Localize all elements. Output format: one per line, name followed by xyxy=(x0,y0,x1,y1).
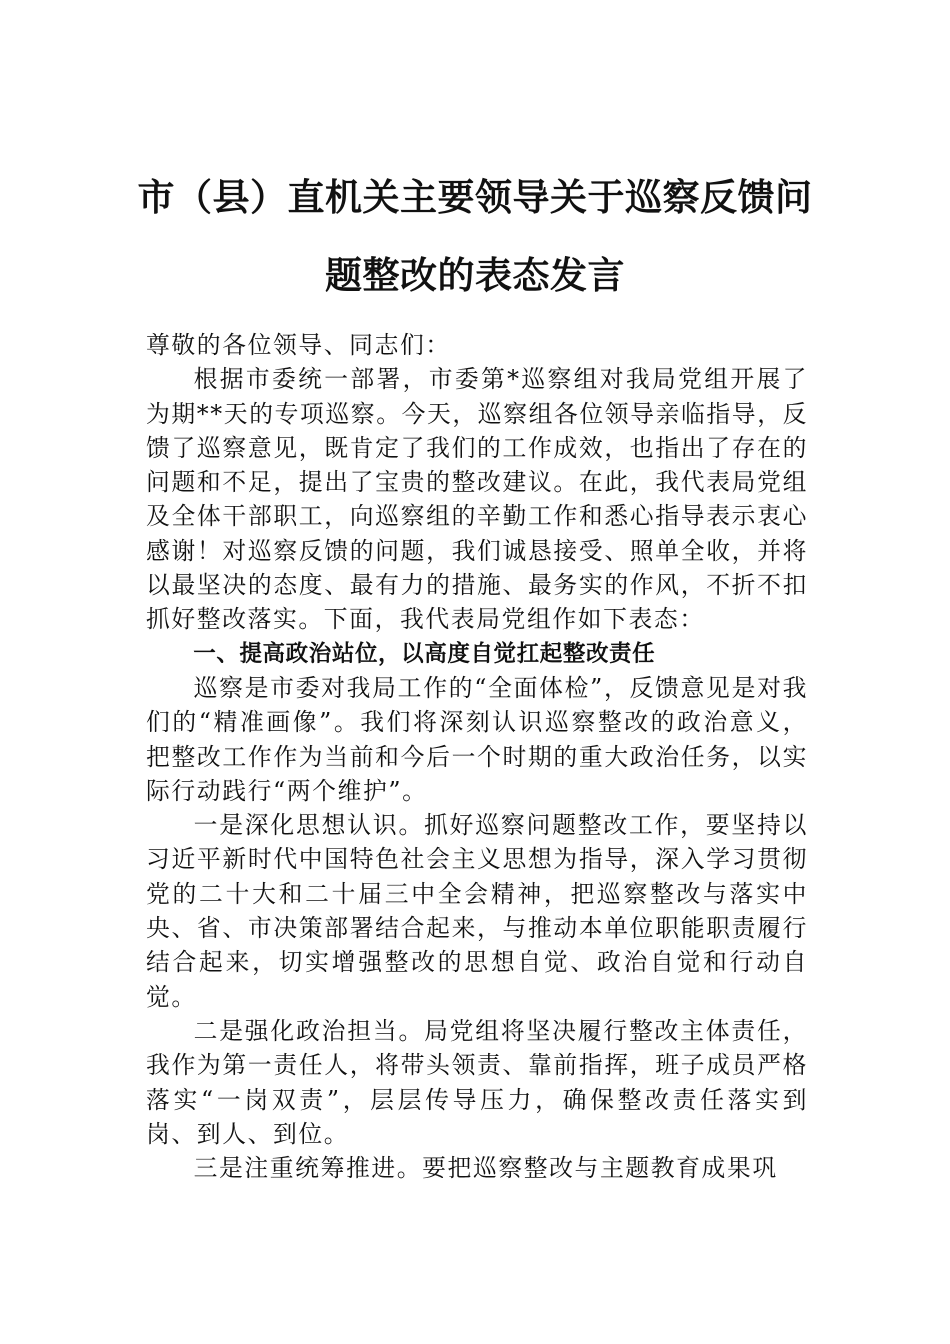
section-1-point-3: 三是注重统筹推进。要把巡察整改与主题教育成果巩 xyxy=(193,1154,778,1183)
section-1-point-2: 二是强化政治担当。局党组将坚决履行整改主体责任，我作为第一责任人，将带头领责、靠前指挥，班子成员严格落实“一岗双责”，层层传导压力，确保整改责任落实到岗、到人、到位。 xyxy=(146,1016,808,1148)
section-1-intro: 巡察是市委对我局工作的“全面体检”，反馈意见是对我们的“精准画像”。我们将深刻认识巡察整改的政治意义，把整改工作作为当前和今后一个时期的重大政治任务，以实际行动践行“两个维护”。 xyxy=(146,673,808,805)
title-line-2: 题整改的表态发言 xyxy=(325,253,625,297)
document-title xyxy=(110,158,840,314)
title-line-1: 市（县）直机关主要领导关于巡察反馈问 xyxy=(137,175,813,219)
salutation: 尊敬的各位领导、同志们： xyxy=(146,331,451,359)
section-1-point-1: 一是深化思想认识。抓好巡察问题整改工作，要坚持以习近平新时代中国特色社会主义思想为指导，深入学习贯彻党的二十大和二十届三中全会精神，把巡察整改与落实中央、省、市决策部署结合起来，与推动本单位职能职责履行结合起来，切实增强整改的思想自觉、政治自觉和行动自觉。 xyxy=(146,811,808,1011)
document-body xyxy=(146,328,808,1185)
section-heading-1: 一、提高政治站位，以高度自觉扛起整改责任 xyxy=(193,640,656,667)
opening-paragraph: 根据市委统一部署，市委第*巡察组对我局党组开展了为期**天的专项巡察。今天，巡察组各位领导亲临指导，反馈了巡察意见，既肯定了我们的工作成效，也指出了存在的问题和不足，提出了宝贵的整改建议。在此，我代表局党组及全体干部职工，向巡察组的辛勤工作和悉心指导表示衷心感谢！对巡察反馈的问题，我们诚恳接受、照单全收，并将以最坚决的态度、最有力的措施、最务实的作风，不折不扣抓好整改落实。下面，我代表局党组作如下表态： xyxy=(146,365,808,634)
